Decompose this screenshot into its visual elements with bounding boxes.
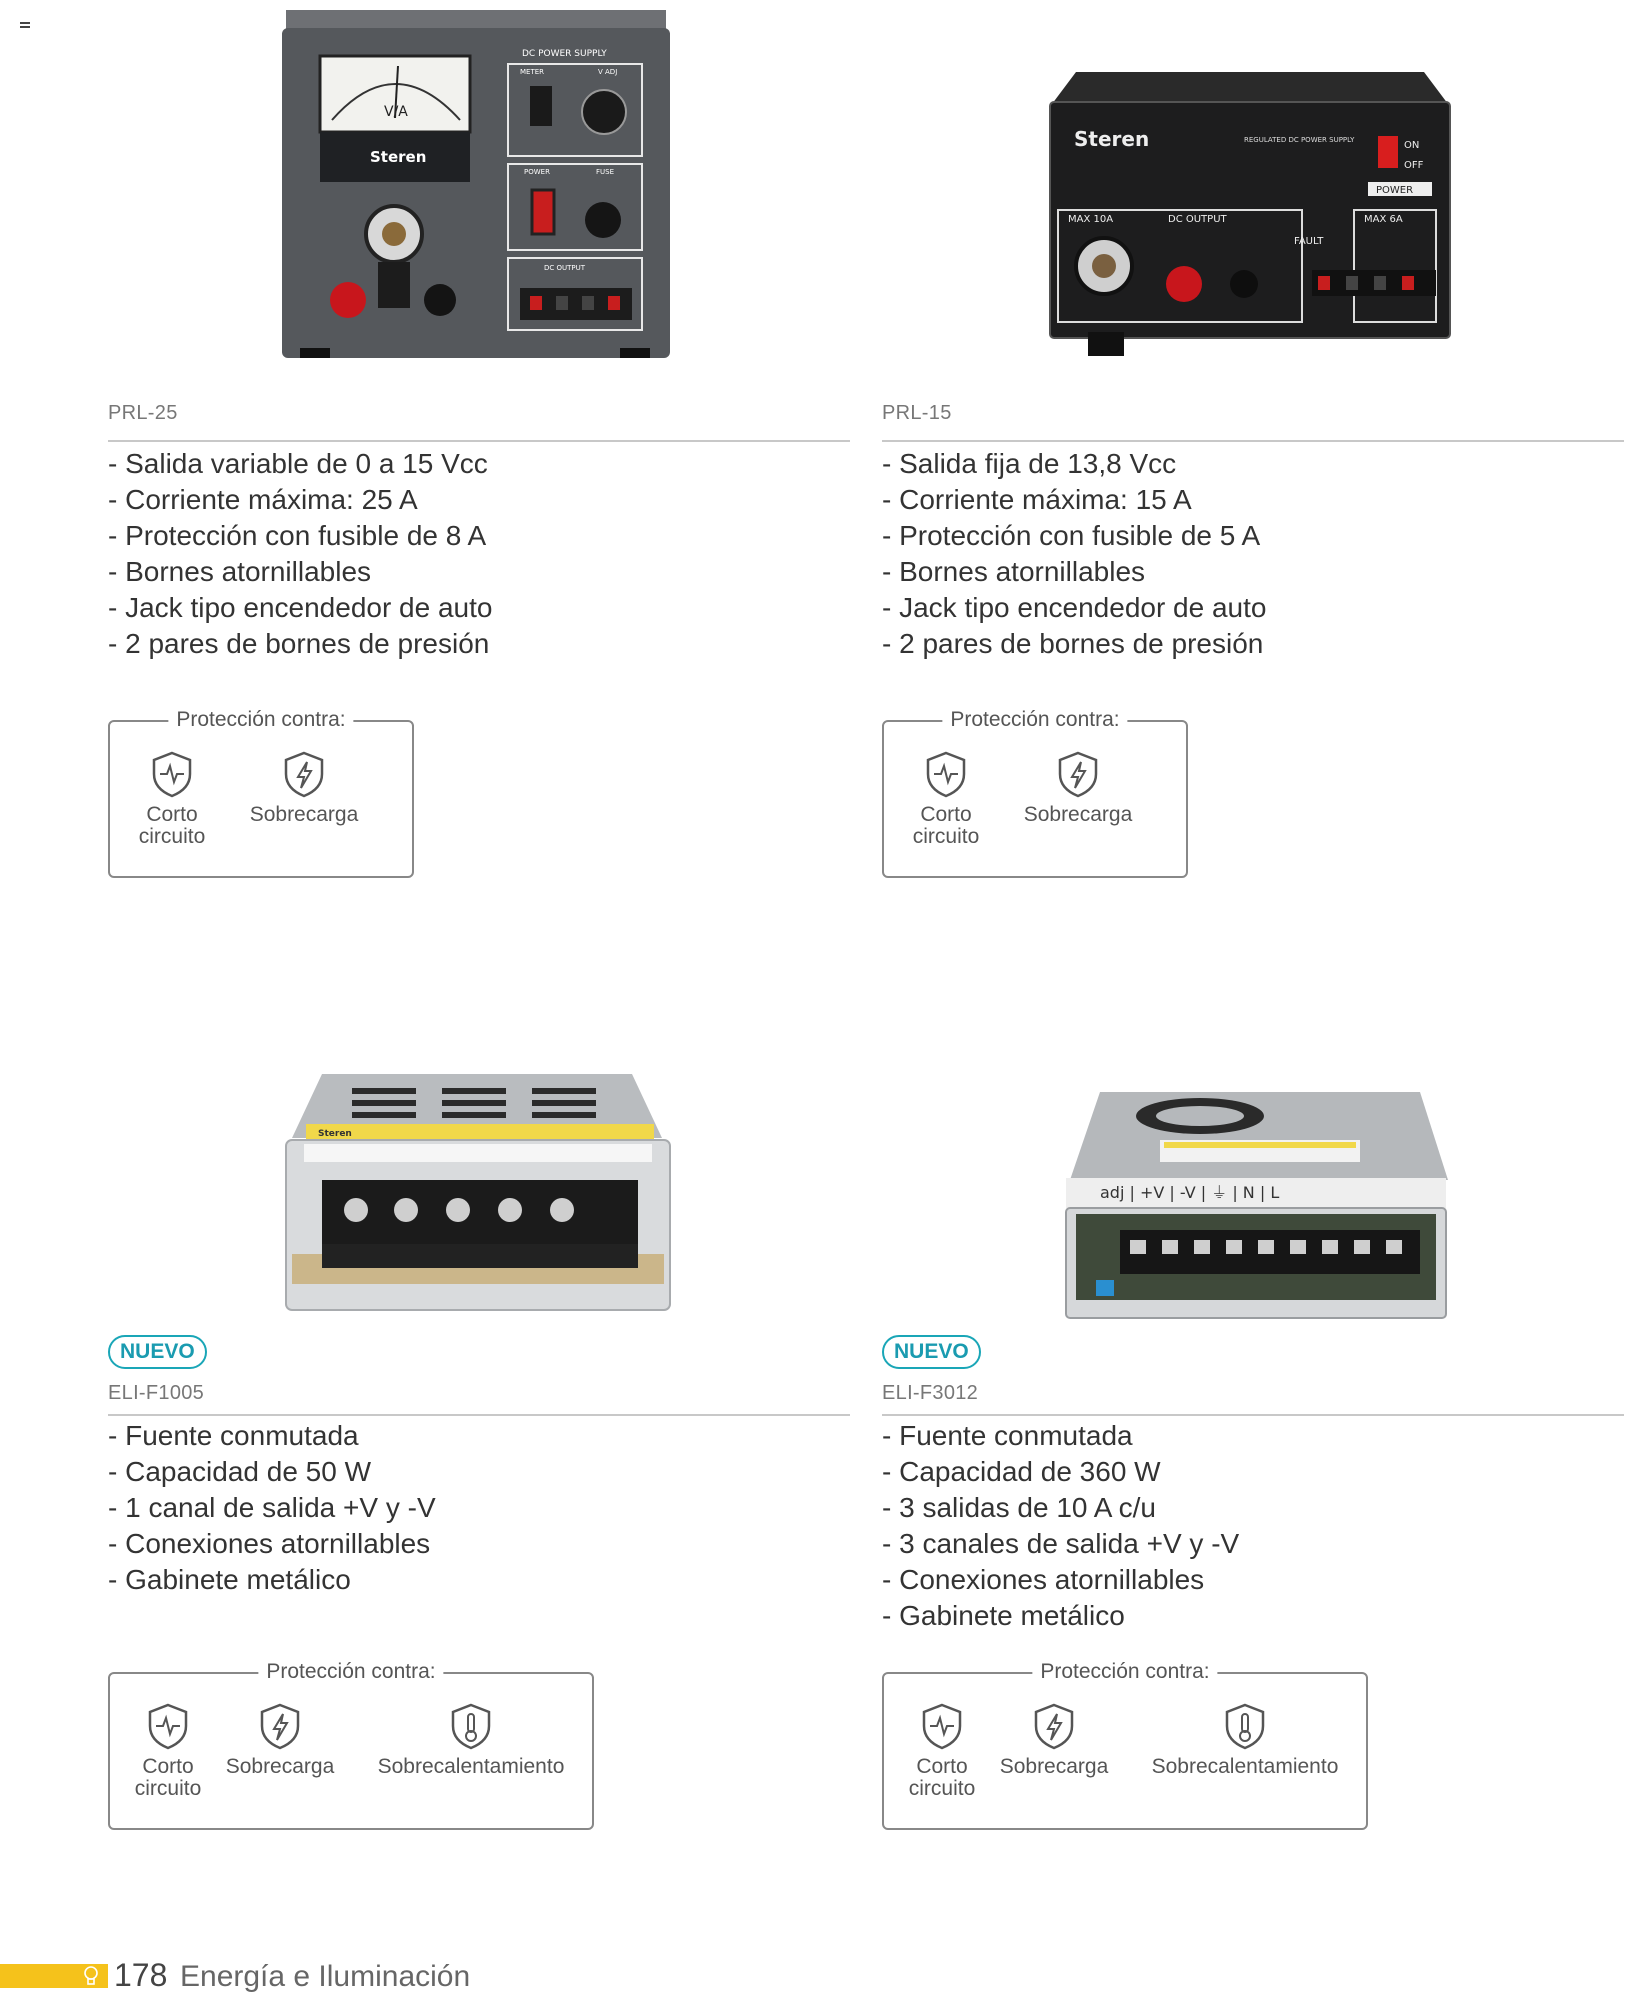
section-title: Energía e Iluminación	[180, 1960, 471, 1993]
feature-item: - Protección con fusible de 8 A	[108, 520, 487, 551]
protection-title: Protección contra:	[1032, 1660, 1217, 1684]
page-number: 178	[114, 1957, 168, 1993]
product-photo-prl-15	[1048, 70, 1452, 366]
product-prl-25	[108, 0, 868, 880]
feature-item: - Conexiones atornillables	[108, 1528, 431, 1559]
protection-label: Sobrecarga	[249, 803, 359, 826]
short-circuit-shield-icon	[924, 750, 968, 798]
new-badge: NUEVO	[882, 1335, 981, 1369]
feature-item: - Gabinete metálico	[108, 1564, 351, 1595]
divider	[108, 440, 850, 442]
protection-item-short-circuit	[906, 750, 986, 848]
lightbulb-icon	[82, 1966, 100, 1986]
feature-item: - Bornes atornillables	[882, 556, 1146, 587]
product-model: PRL-15	[882, 402, 952, 424]
protection-item-overload	[1018, 750, 1138, 826]
feature-item: - Salida fija de 13,8 Vcc	[882, 448, 1177, 479]
protection-item-short-circuit	[128, 1702, 208, 1800]
brand-logo-text: Steren	[1074, 127, 1150, 151]
feature-item: - 3 canales de salida +V y -V	[882, 1528, 1240, 1559]
protection-item-overload	[994, 1702, 1114, 1778]
feature-item: - Fuente conmutada	[108, 1420, 359, 1451]
overload-shield-icon	[258, 1702, 302, 1750]
feature-list	[108, 446, 492, 662]
power-label: POWER	[1376, 185, 1414, 196]
protection-label: Sobrecarga	[1023, 803, 1133, 826]
protection-box	[108, 1660, 594, 1830]
overload-shield-icon	[1056, 750, 1100, 798]
product-model: PRL-25	[108, 402, 178, 424]
protection-title: Protección contra:	[942, 708, 1127, 732]
protection-label-line2: circuito	[908, 1777, 976, 1800]
feature-item: - 2 pares de bornes de presión	[882, 628, 1264, 659]
protection-item-overheat	[1140, 1702, 1350, 1778]
protection-label: Sobrecalentamiento	[1151, 1755, 1339, 1778]
overload-shield-icon	[282, 750, 326, 798]
menu-icon	[20, 22, 30, 24]
protection-item-overheat	[366, 1702, 576, 1778]
meter-label: V/A	[384, 104, 408, 120]
protection-label-line2: circuito	[134, 1777, 202, 1800]
feature-item: - Jack tipo encendedor de auto	[882, 592, 1267, 623]
protection-label: Sobrecarga	[225, 1755, 335, 1778]
panel-output-label: DC OUTPUT	[544, 264, 586, 272]
panel-header-text: DC POWER SUPPLY	[522, 49, 607, 59]
protection-box	[882, 1660, 1368, 1830]
product-eli-f3012	[882, 1060, 1628, 1840]
product-model: ELI-F3012	[882, 1382, 979, 1404]
protection-label: Corto	[146, 803, 198, 826]
panel-power-label: POWER	[524, 168, 550, 176]
protection-label: Sobrecalentamiento	[377, 1755, 565, 1778]
label-brand-text: Steren	[318, 1129, 352, 1139]
protection-label-line2: circuito	[912, 825, 980, 848]
switch-off-label: OFF	[1404, 160, 1424, 171]
brand-logo-text: Steren	[370, 148, 427, 166]
panel-vadj-label: V ADJ	[598, 68, 618, 76]
feature-item: - Fuente conmutada	[882, 1420, 1133, 1451]
protection-label: Sobrecarga	[999, 1755, 1109, 1778]
protection-item-overload	[220, 1702, 340, 1778]
feature-list	[882, 1418, 1239, 1634]
feature-item: - Gabinete metálico	[882, 1600, 1125, 1631]
feature-item: - Conexiones atornillables	[882, 1564, 1205, 1595]
new-badge: NUEVO	[108, 1335, 207, 1369]
fault-label: FAULT	[1294, 236, 1324, 247]
short-circuit-shield-icon	[146, 1702, 190, 1750]
protection-label: Corto	[142, 1755, 194, 1778]
product-eli-f1005	[108, 1060, 868, 1840]
max10a-label: MAX 10A	[1068, 214, 1114, 225]
product-prl-15	[882, 0, 1628, 880]
feature-item: - 2 pares de bornes de presión	[108, 628, 490, 659]
protection-label: Corto	[920, 803, 972, 826]
dc-output-label: DC OUTPUT	[1168, 214, 1227, 225]
protection-item-short-circuit	[902, 1702, 982, 1800]
protection-label: Corto	[916, 1755, 968, 1778]
protection-title: Protección contra:	[258, 1660, 443, 1684]
panel-meter-label: METER	[520, 68, 545, 76]
feature-item: - 1 canal de salida +V y -V	[108, 1492, 436, 1523]
protection-box	[882, 708, 1188, 878]
product-photo-eli-f1005	[282, 1068, 674, 1318]
feature-item: - Bornes atornillables	[108, 556, 372, 587]
product-model: ELI-F1005	[108, 1382, 205, 1404]
divider	[882, 1414, 1624, 1416]
overload-shield-icon	[1032, 1702, 1076, 1750]
feature-item: - Corriente máxima: 15 A	[882, 484, 1192, 515]
protection-item-short-circuit	[132, 750, 212, 848]
feature-item: - Capacidad de 50 W	[108, 1456, 372, 1487]
feature-item: - Protección con fusible de 5 A	[882, 520, 1261, 551]
protection-label-line2: circuito	[138, 825, 206, 848]
divider	[882, 440, 1624, 442]
product-photo-eli-f3012	[1060, 1090, 1450, 1326]
protection-item-overload	[244, 750, 364, 826]
feature-list	[108, 1418, 436, 1598]
feature-item: - Capacidad de 360 W	[882, 1456, 1161, 1487]
overheat-shield-icon	[1223, 1702, 1267, 1750]
divider	[108, 1414, 850, 1416]
product-photo-prl-25	[280, 8, 672, 360]
feature-item: - Salida variable de 0 a 15 Vcc	[108, 448, 488, 479]
feature-list	[882, 446, 1266, 662]
protection-title: Protección contra:	[168, 708, 353, 732]
panel-header-text: REGULATED DC POWER SUPPLY	[1244, 136, 1355, 144]
terminal-labels-text: adj | +V | -V | ⏚ | N | L	[1100, 1183, 1280, 1202]
short-circuit-shield-icon	[920, 1702, 964, 1750]
feature-item: - Jack tipo encendedor de auto	[108, 592, 493, 623]
panel-fuse-label: FUSE	[596, 168, 615, 176]
feature-item: - 3 salidas de 10 A c/u	[882, 1492, 1156, 1523]
switch-on-label: ON	[1404, 140, 1420, 151]
feature-item: - Corriente máxima: 25 A	[108, 484, 418, 515]
max6a-label: MAX 6A	[1364, 214, 1403, 225]
protection-box	[108, 708, 414, 878]
short-circuit-shield-icon	[150, 750, 194, 798]
overheat-shield-icon	[449, 1702, 493, 1750]
